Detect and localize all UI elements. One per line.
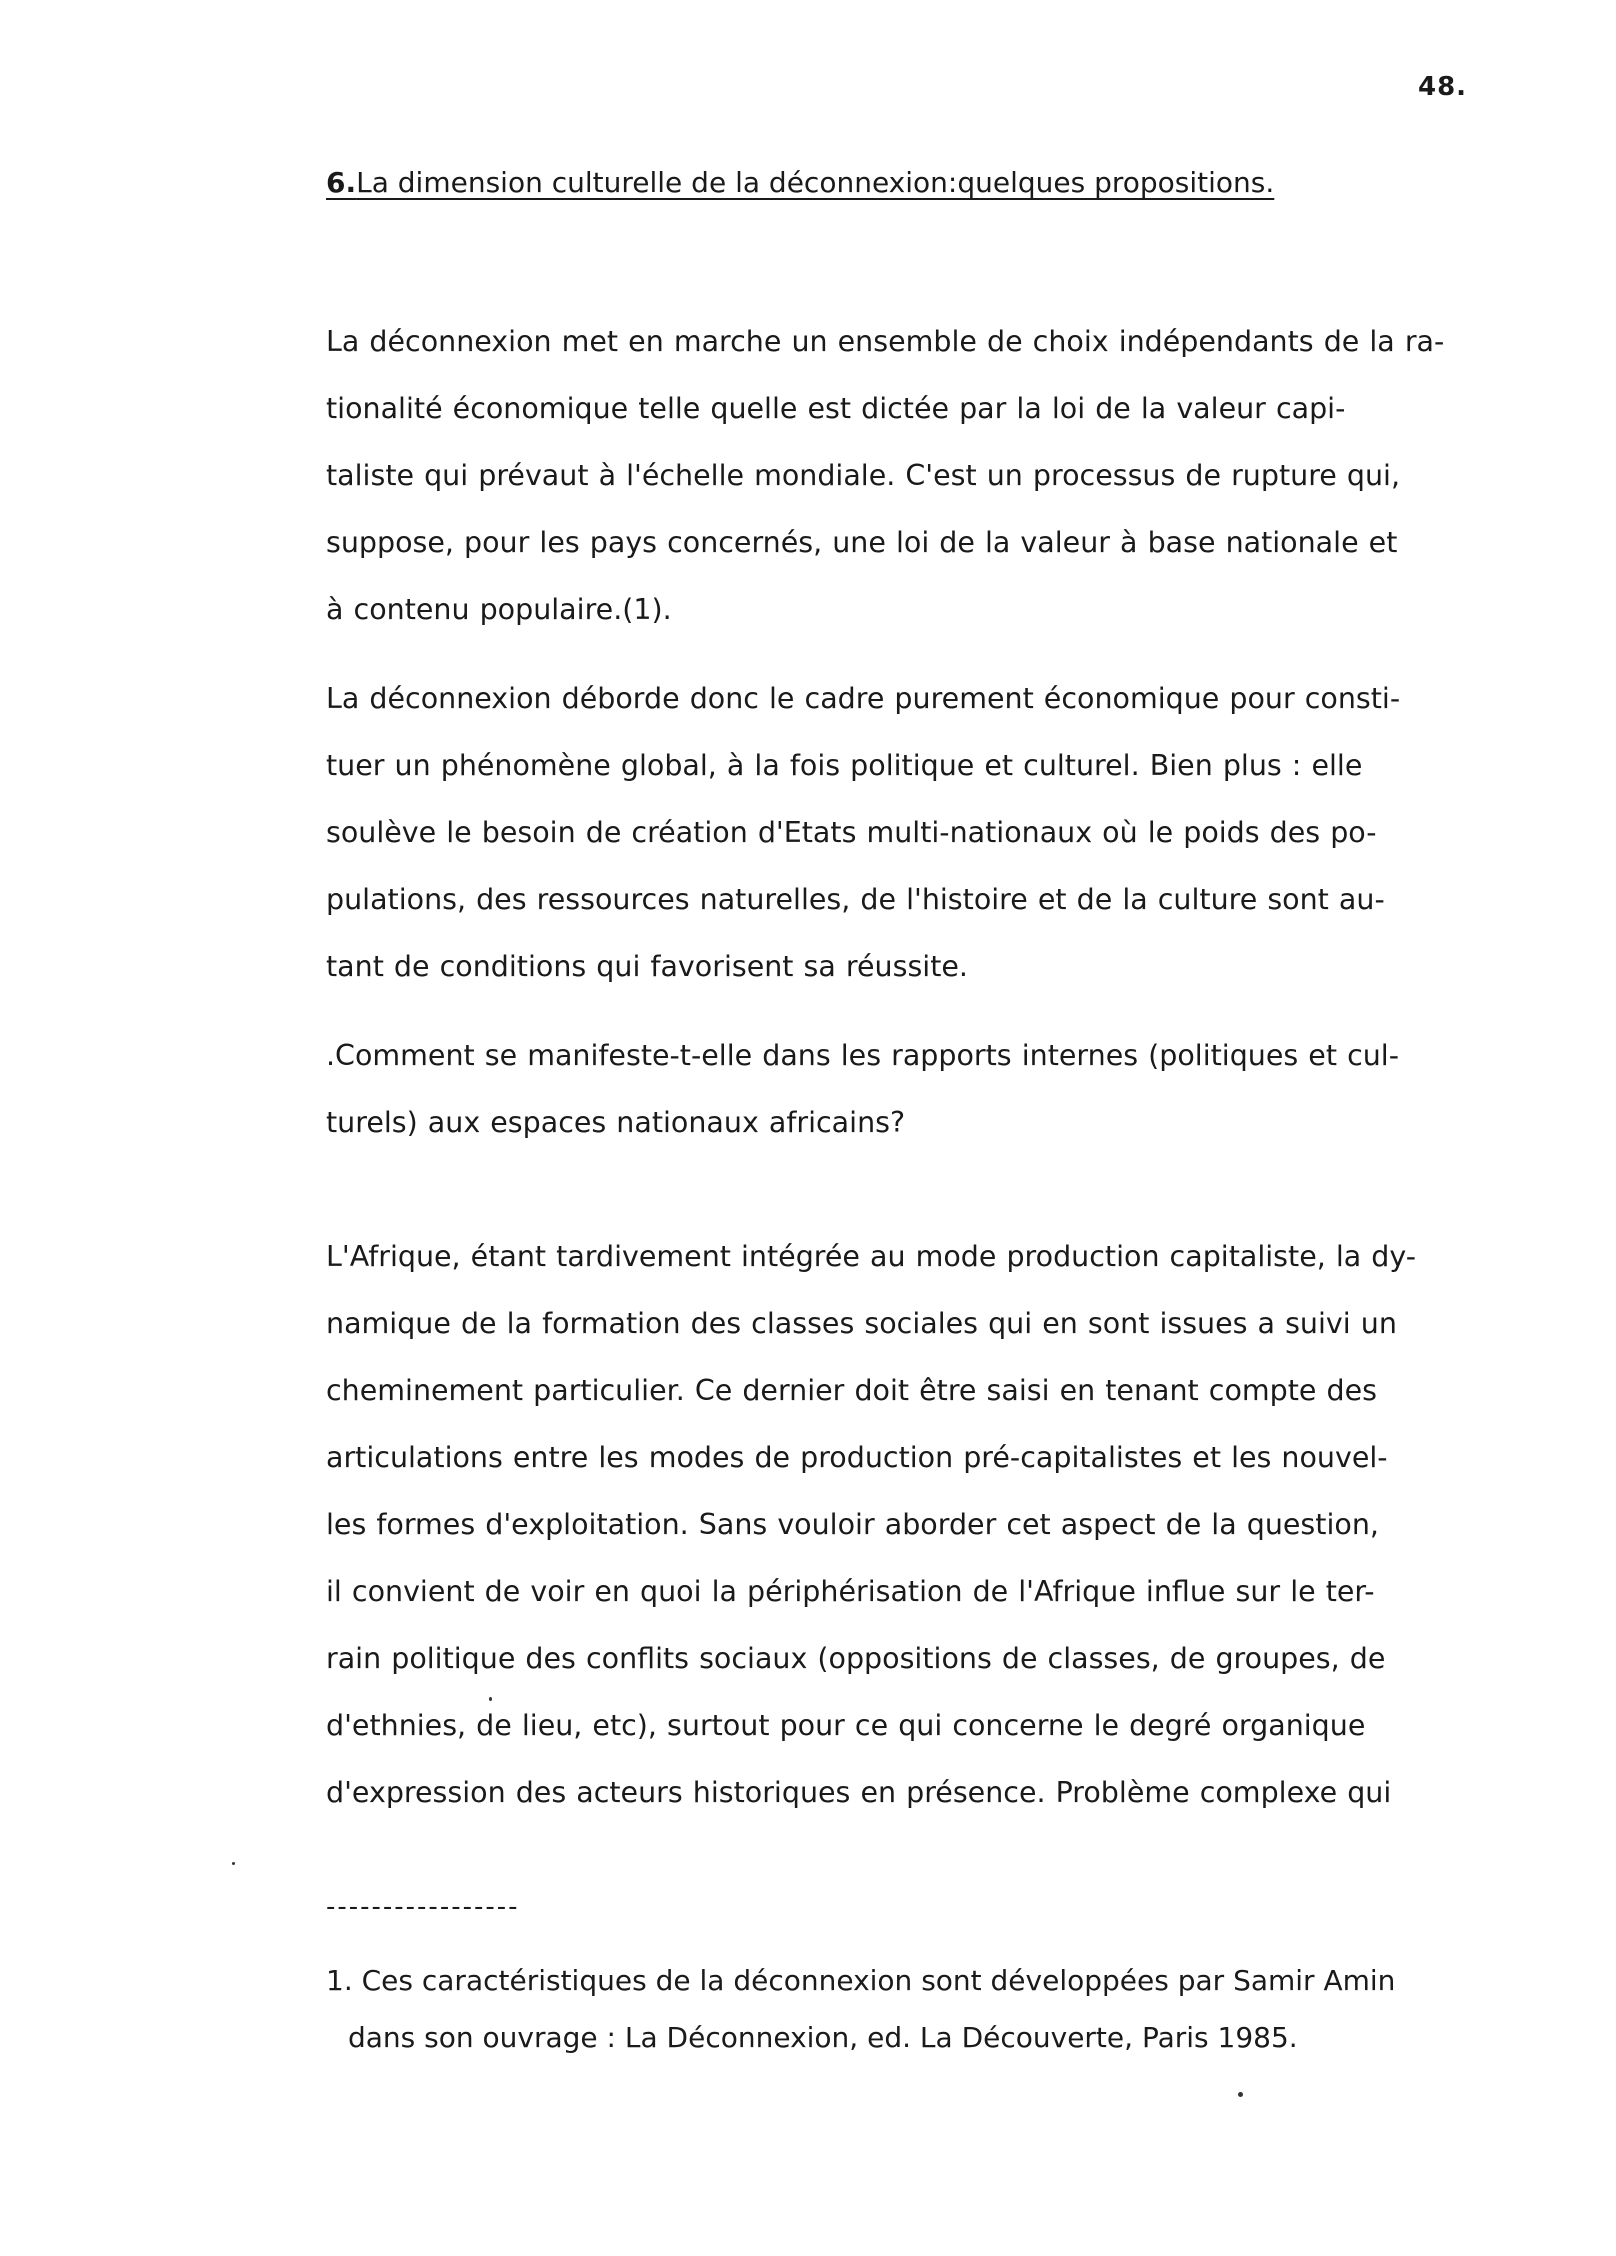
section-title [326, 166, 1274, 199]
paragraph-2 [326, 665, 1476, 1000]
paragraph-1 [326, 308, 1476, 643]
footnote-line: 1. Ces caractéristiques de la déconnexion sont développées par Samir Amin [326, 1964, 1396, 1997]
footnote-line: dans son ouvrage : La Déconnexion, ed. La Découverte, Paris 1985. [348, 2021, 1298, 2054]
paragraph-line: La déconnexion déborde donc le cadre purement économique pour consti- [326, 682, 1401, 715]
footnote [326, 1952, 1496, 2066]
paragraph-line: d'expression des acteurs historiques en présence. Problème complexe qui [326, 1776, 1392, 1809]
paragraph-line: articulations entre les modes de production pré-capitalistes et les nouvel- [326, 1441, 1388, 1474]
page-number: 48. [1418, 72, 1468, 102]
paragraph-line: il convient de voir en quoi la périphérisation de l'Afrique influe sur le ter- [326, 1575, 1375, 1608]
paragraph-line: soulève le besoin de création d'Etats multi-nationaux où le poids des po- [326, 816, 1377, 849]
scan-speck [1238, 2092, 1243, 2097]
paragraph-line: turels) aux espaces nationaux africains? [326, 1106, 906, 1139]
paragraph-line: à contenu populaire.(1). [326, 593, 672, 626]
paragraph-line: namique de la formation des classes sociales qui en sont issues a suivi un [326, 1307, 1397, 1340]
paragraph-line: L'Afrique, étant tardivement intégrée au mode production capitaliste, la dy- [326, 1240, 1417, 1273]
paragraph-line: La déconnexion met en marche un ensemble de choix indépendants de la ra- [326, 325, 1445, 358]
paragraph-line: cheminement particulier. Ce dernier doit être saisi en tenant compte des [326, 1374, 1377, 1407]
paragraph-line: tant de conditions qui favorisent sa réussite. [326, 950, 968, 983]
paragraph-line: rain politique des conflits sociaux (oppositions de classes, de groupes, de [326, 1642, 1386, 1675]
paragraph-line: d'ethnies, de lieu, etc), surtout pour ce qui concerne le degré organique [326, 1709, 1366, 1742]
scan-speck [232, 1862, 235, 1865]
paragraph-line: taliste qui prévaut à l'échelle mondiale. C'est un processus de rupture qui, [326, 459, 1401, 492]
paragraph-line: .Comment se manifeste-t-elle dans les rapports internes (politiques et cul- [326, 1039, 1400, 1072]
paragraph-4 [326, 1223, 1476, 1826]
paragraph-line: les formes d'exploitation. Sans vouloir aborder cet aspect de la question, [326, 1508, 1379, 1541]
section-title-text: La dimension culturelle de la déconnexion:quelques propositions. [356, 166, 1275, 199]
paragraph-3 [326, 1022, 1476, 1156]
paragraph-line: tuer un phénomène global, à la fois politique et culturel. Bien plus : elle [326, 749, 1363, 782]
paragraph-line: pulations, des ressources naturelles, de l'histoire et de la culture sont au- [326, 883, 1385, 916]
section-number: 6. [326, 166, 357, 199]
paragraph-line: suppose, pour les pays concernés, une loi de la valeur à base nationale et [326, 526, 1398, 559]
paragraph-line: tionalité économique telle quelle est dictée par la loi de la valeur capi- [326, 392, 1346, 425]
footnote-separator: ----------------- [326, 1892, 520, 1922]
scan-speck [489, 1697, 492, 1701]
